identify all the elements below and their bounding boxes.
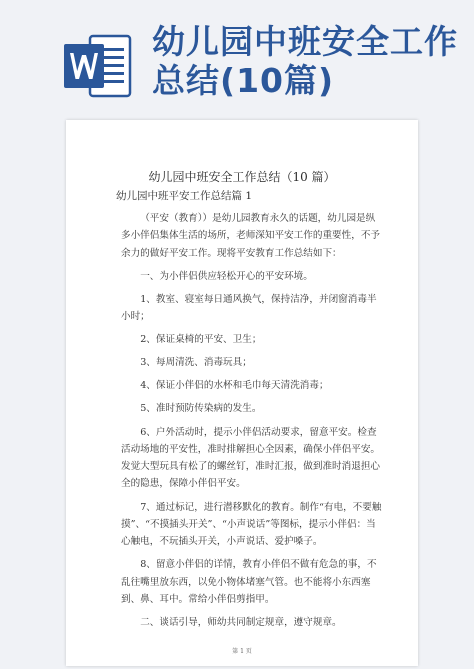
body-paragraph: 7、通过标记，进行潜移默化的教育。制作“有电，不要触摸”、“不摸插头开关”、“小声说话”等图标，提示小伴侣：当心触电，不玩插头开关，小声说话、爱护嗓子。 xyxy=(121,501,382,548)
body-paragraph: 二、谈话引导，师幼共同制定规章，遵守规章。 xyxy=(140,616,342,628)
header-banner xyxy=(0,0,474,120)
document-title: 幼儿园中班安全工作总结（10 篇） xyxy=(148,170,336,184)
body-paragraph: （平安（教育））是幼儿园教育永久的话题，幼儿园是纵多小伴侣集体生活的场所，老师深知平安工作的重要性，不予余力的做好平安工作。现将平安教育工作总结如下： xyxy=(121,213,381,259)
page-number: 第 1 页 xyxy=(232,648,252,655)
body-paragraph: 2、保证桌椅的平安、卫生； xyxy=(140,334,262,346)
body-paragraph: 一、为小伴侣供应轻松开心的平安环境。 xyxy=(140,270,313,282)
document-subtitle: 幼儿园中班平安工作总结篇 1 xyxy=(116,190,253,202)
banner-title: 幼儿园中班安全工作总结(10篇) xyxy=(152,22,458,100)
body-paragraph: 5、准时预防传染病的发生。 xyxy=(140,403,262,415)
word-document-icon xyxy=(60,28,136,104)
body-paragraph: 6、户外活动时，提示小伴侣活动要求，留意平安。检查活动场地的平安性，准时排解担心全因素，确保小伴侣平安。发觉大型玩具有松了的螺丝钉，准时汇报，做到准时消退担心全的隐患，保障小伴侣平安。 xyxy=(121,426,381,490)
body-paragraph: 8、留意小伴侣的详情，教育小伴侣不做有危急的事，不乱往嘴里放东西，以免小物体堵塞气管。也不能将小东西塞到、鼻、耳中。常给小伴侣剪指甲。 xyxy=(121,559,377,605)
body-paragraph: 1、教室、寝室每日通风换气，保持洁净，并闭窗消毒半小时； xyxy=(121,293,377,323)
document-page xyxy=(66,120,418,666)
body-paragraph: 3、每周清洗、消毒玩具； xyxy=(140,357,252,369)
document-body xyxy=(121,210,383,637)
body-paragraph: 4、保证小伴侣的水杯和毛巾每天清洗消毒； xyxy=(140,380,329,392)
